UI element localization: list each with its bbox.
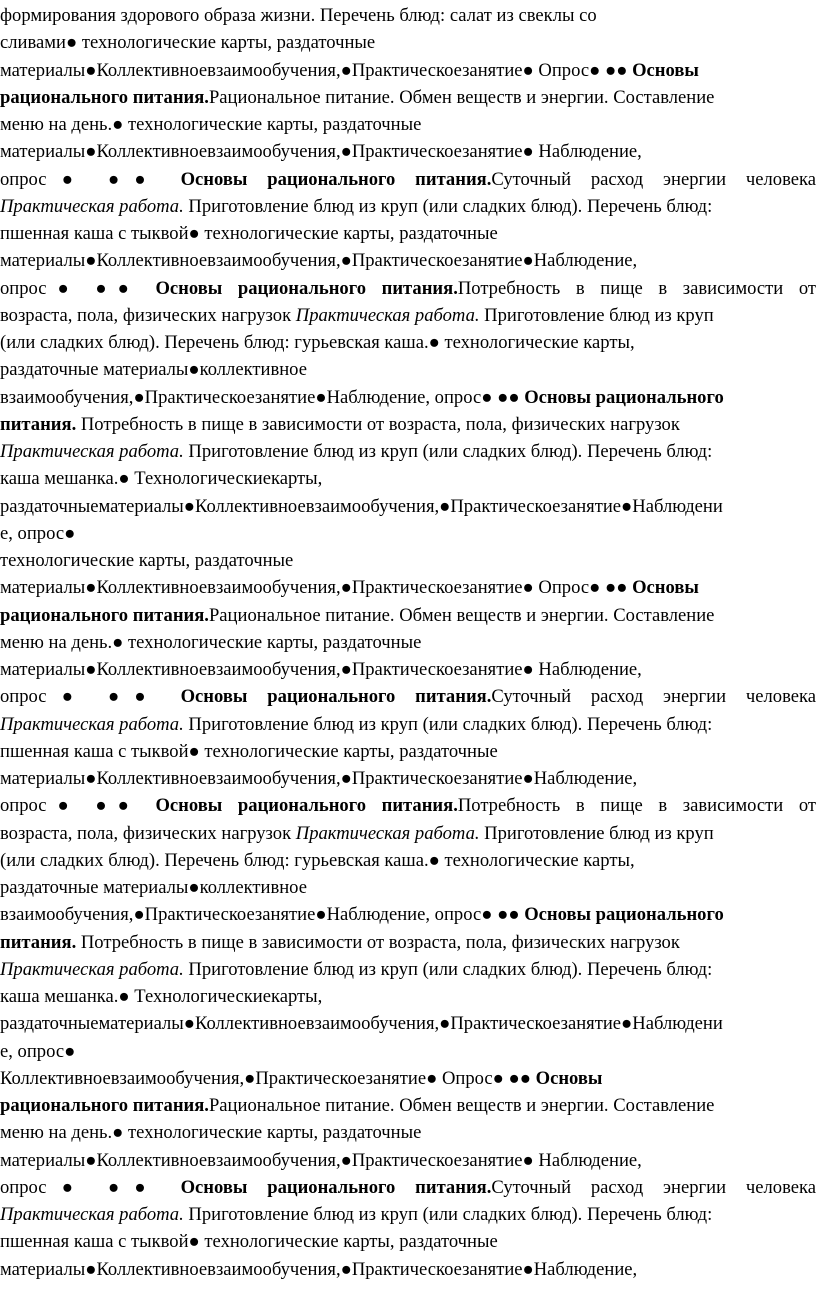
text-run: опрос● ●● [0,277,156,299]
text-run: Потребность в пище в зависимости от возраста, пола, физических нагрузок [76,931,680,953]
bold-text: питания. [0,413,77,435]
text-run: Приготовление блюд из круп [479,304,714,326]
text-run: каша мешанка.● Технологическиекарты, [0,986,323,1007]
text-line [0,711,816,738]
text-line [0,302,816,329]
text-line [0,166,816,193]
text-run: возраста, пола, физических нагрузок [0,304,296,326]
text-run: материалы●Коллективноевзаимообучения,●Практическоезанятие●Наблюдение, [0,1258,638,1280]
italic-text: Практическая работа. [295,822,480,844]
text-line [0,820,816,847]
text-run: е, опрос● [0,522,76,544]
text-line [0,792,816,819]
text-line [0,111,816,138]
text-line [0,547,816,574]
italic-text: Практическая работа. [0,195,184,217]
text-run: Приготовление блюд из круп (или сладких блюд). Перечень блюд: [183,441,713,462]
bold-text: Основы рационального питания. [180,168,492,190]
text-line [0,602,816,629]
bold-text: рационального питания. [0,604,209,626]
text-line [0,438,816,465]
text-run: Рациональное питание. Обмен веществ и энергии. Составление [208,604,715,626]
text-line [0,1228,816,1255]
text-line [0,983,816,1010]
text-run: опрос● ●● [0,795,156,817]
bold-text: рационального питания. [0,86,209,108]
text-line [0,738,816,765]
text-line [0,1010,816,1037]
text-line [0,1147,816,1174]
text-run: пшенная каша с тыквой● технологические карты, раздаточные [0,223,498,244]
text-line [0,956,816,983]
text-line [0,138,816,165]
text-run: сливами● технологические карты, раздаточные [0,32,376,54]
text-run: раздаточные материалы●коллективное [0,359,307,381]
text-run: Суточный расход энергии человека [491,1176,816,1198]
text-line [0,411,816,438]
text-line [0,1092,816,1119]
text-run: опрос● ●● [0,1176,181,1198]
text-line [0,520,816,547]
text-run: (или сладких блюд). Перечень блюд: гурьевская каша.● технологические карты, [0,849,635,871]
text-run: возраста, пола, физических нагрузок [0,822,296,844]
bold-text: Основы рационального питания. [155,795,458,817]
bold-text: Основы рационального [524,386,724,408]
text-line [0,57,816,84]
text-run: Приготовление блюд из круп (или сладких блюд). Перечень блюд: [183,713,713,735]
text-run: материалы●Коллективноевзаимообучения,●Практическоезанятие●Наблюдение, [0,250,638,272]
bold-text: Основы рационального питания. [180,1176,492,1198]
text-run: меню на день.● технологические карты, раздаточные [0,1122,422,1144]
italic-text: Практическая работа. [295,304,480,326]
text-run: Приготовление блюд из круп (или сладких блюд). Перечень блюд: [183,958,713,980]
text-run: Рациональное питание. Обмен веществ и энергии. Составление [208,1095,715,1116]
text-run: материалы●Коллективноевзаимообучения,●Практическоезанятие● Наблюдение, [0,1149,642,1171]
text-run: Потребность в пище в зависимости от возраста, пола, физических нагрузок [76,413,680,435]
text-run: материалы●Коллективноевзаимообучения,●Практическоезанятие●Наблюдение, [0,768,638,789]
text-line [0,275,816,302]
text-line [0,1119,816,1146]
text-line [0,1065,816,1092]
text-line [0,493,816,520]
text-run: материалы●Коллективноевзаимообучения,●Практическоезанятие● Наблюдение, [0,141,642,163]
text-line [0,193,816,220]
text-run: Приготовление блюд из круп (или сладких блюд). Перечень блюд: [183,195,713,217]
text-run: опрос● ●● [0,168,181,190]
text-line [0,84,816,111]
italic-text: Практическая работа. [0,1204,184,1225]
text-run: меню на день.● технологические карты, раздаточные [0,631,422,653]
text-line [0,1201,816,1228]
text-run: материалы●Коллективноевзаимообучения,●Практическоезанятие● Наблюдение, [0,659,642,680]
text-line [0,220,816,247]
text-line [0,629,816,656]
text-line [0,356,816,383]
text-run: Суточный расход энергии человека [491,686,816,708]
italic-text: Практическая работа. [0,441,184,462]
italic-text: Практическая работа. [0,958,184,980]
bold-text: Основы [632,59,699,81]
text-run: материалы●Коллективноевзаимообучения,●Практическоезанятие● Опрос● ●● [0,577,633,599]
text-run: материалы●Коллективноевзаимообучения,●Практическоезанятие● Опрос● ●● [0,59,633,81]
text-run: раздаточныематериалы●Коллективноевзаимообучения,●Практическоезанятие●Наблюдени [0,1013,723,1035]
bold-text: рационального питания. [0,1095,209,1116]
bold-text: Основы рационального питания. [180,686,492,708]
text-line [0,1038,816,1065]
text-line [0,1256,816,1283]
text-line [0,574,816,601]
text-run: раздаточныематериалы●Коллективноевзаимообучения,●Практическоезанятие●Наблюдени [0,495,723,517]
text-run: Приготовление блюд из круп [479,822,714,844]
text-run: взаимообучения,●Практическоезанятие●Наблюдение, опрос● ●● [0,904,525,926]
bold-text: питания. [0,931,77,953]
text-line [0,2,816,29]
italic-text: Практическая работа. [0,713,184,735]
text-line [0,874,816,901]
text-run: пшенная каша с тыквой● технологические карты, раздаточные [0,1231,498,1253]
text-run: Рациональное питание. Обмен веществ и энергии. Составление [208,86,715,108]
text-run: Коллективноевзаимообучения,●Практическоезанятие● Опрос● ●● [0,1067,536,1089]
text-run: взаимообучения,●Практическоезанятие●Наблюдение, опрос● ●● [0,386,525,408]
text-run: Суточный расход энергии человека [491,168,816,190]
bold-text: Основы рационального [524,904,724,926]
text-line [0,683,816,710]
text-run: пшенная каша с тыквой● технологические карты, раздаточные [0,740,498,762]
text-run: технологические карты, раздаточные [0,550,294,571]
text-line [0,1174,816,1201]
text-line [0,329,816,356]
bold-text: Основы рационального питания. [155,277,458,299]
text-line [0,656,816,683]
text-run: опрос● ●● [0,686,181,708]
text-line [0,29,816,56]
text-line [0,247,816,274]
text-run: меню на день.● технологические карты, раздаточные [0,114,422,135]
text-run: раздаточные материалы●коллективное [0,877,307,898]
text-line [0,847,816,874]
text-run: е, опрос● [0,1040,76,1062]
text-line [0,765,816,792]
bold-text: Основы [535,1067,603,1089]
text-run: (или сладких блюд). Перечень блюд: гурьевская каша.● технологические карты, [0,332,635,353]
text-line [0,929,816,956]
text-line [0,465,816,492]
text-run: формирования здорового образа жизни. Перечень блюд: салат из свеклы со [0,5,597,26]
bold-text: Основы [632,577,699,599]
text-run: Потребность в пище в зависимости от [457,795,816,817]
text-run: Приготовление блюд из круп (или сладких блюд). Перечень блюд: [183,1204,713,1225]
text-line [0,384,816,411]
text-run: каша мешанка.● Технологическиекарты, [0,468,323,490]
text-line [0,901,816,928]
text-run: Потребность в пище в зависимости от [457,277,816,299]
